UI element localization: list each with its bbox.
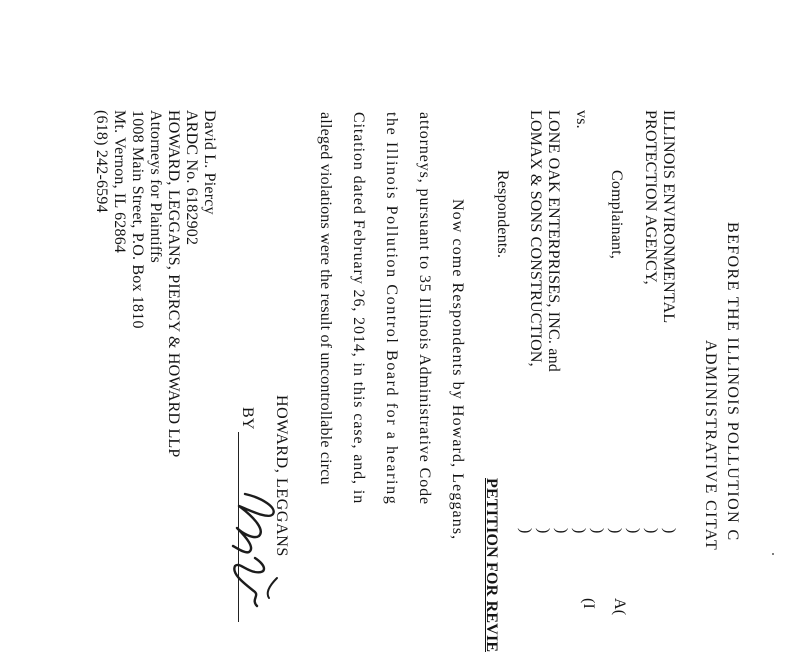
respondent-name-line-2: LOMAX & SONS CONSTRUCTION,	[527, 110, 544, 367]
complainant-name-line-2: PROTECTION AGENCY,	[642, 110, 659, 285]
respondent-name-line-1: LONE OAK ENTERPRISES, INC. and	[545, 110, 562, 372]
attorney-street: 1008 Main Street, P.O. Box 1810	[129, 110, 146, 329]
petition-body-line-3: the Illinois Pollution Control Board for a hearing	[383, 112, 400, 506]
caption-paren: )	[553, 528, 570, 534]
complainant-role: Complainant,	[608, 170, 625, 260]
respondent-role: Respondents.	[494, 170, 511, 259]
board-title-line-2: ADMINISTRATIVE CITAT	[702, 340, 719, 552]
attorney-city: Mt. Vernon, IL 62864	[111, 110, 128, 254]
caption-paren: )	[517, 528, 534, 534]
handwritten-signature	[225, 488, 285, 618]
petition-body-line-2: attorneys, pursuant to 35 Illinois Administrative Code	[416, 112, 433, 506]
caption-paren: )	[535, 528, 552, 534]
petition-heading: PETITION FOR REVIE	[483, 478, 500, 652]
versus-label: vs.	[573, 110, 590, 129]
attorney-phone: (618) 242-6594	[93, 110, 110, 213]
signature-firm-name: HOWARD, LEGGANS	[273, 395, 290, 557]
signature-by-label: BY	[239, 407, 256, 430]
caption-paren: )	[661, 528, 678, 534]
complainant-name-line-1: ILLINOIS ENVIRONMENTAL	[660, 110, 677, 324]
caption-paren: )	[571, 528, 588, 534]
attorney-ardc: ARDC No. 6182902	[183, 110, 200, 246]
scan-speck	[772, 553, 774, 555]
case-number-fragment-2: (I	[580, 598, 597, 610]
caption-paren: )	[643, 528, 660, 534]
attorney-role: Attorneys for Plaintiffs	[147, 110, 164, 263]
petition-body-line-4: Citation dated February 26, 2014, in this case, and, in	[350, 112, 367, 505]
attorney-name: David L. Piercy	[201, 110, 218, 215]
caption-paren: )	[625, 528, 642, 534]
board-title-line-1: BEFORE THE ILLINOIS POLLUTION C	[724, 222, 741, 542]
caption-paren: )	[589, 528, 606, 534]
case-number-fragment-1: A(	[611, 598, 628, 616]
caption-paren: )	[607, 528, 624, 534]
attorney-firm: HOWARD, LEGGANS, PIERCY & HOWARD LLP	[165, 110, 182, 458]
petition-body-line-5: alleged violations were the result of uncontrollable circu	[317, 112, 334, 485]
petition-body-line-1: Now come Respondents by Howard, Leggans,	[449, 199, 466, 541]
